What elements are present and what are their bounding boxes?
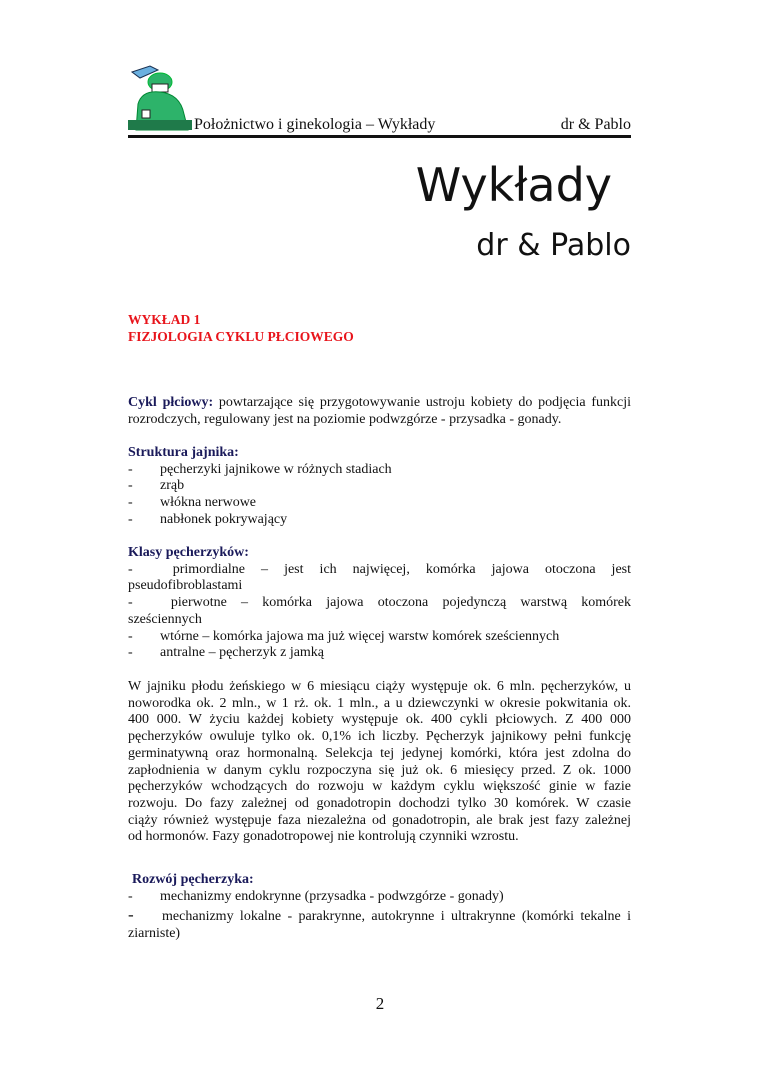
lecture-number: WYKŁAD 1 bbox=[128, 312, 201, 327]
text-line: ziarniste) bbox=[128, 926, 181, 942]
body-paragraph bbox=[128, 679, 631, 846]
list-item: - pęcherzyki jajnikowe w różnych stadiach bbox=[128, 461, 392, 477]
document-subtitle: dr & Pablo bbox=[476, 228, 631, 263]
list-item: - mechanizmy endokrynne (przysadka - podwzgórze - gonady) bbox=[128, 888, 504, 904]
list-item: - mechanizmy lokalne - parakrynne, autokrynne i ultrakrynne (komórki tekalne i bbox=[128, 905, 631, 925]
list-item: - pierwotne – komórka jajowa otoczona pojedynczą warstwą komórek bbox=[128, 595, 631, 611]
list-item: - włókna nerwowe bbox=[128, 495, 257, 511]
text-line: rozwoju. Do fazy zależnej od gonadotropin dochodzi tylko 30 komórek. W czasie bbox=[128, 795, 631, 811]
section-heading: Rozwój pęcherzyka: bbox=[132, 872, 254, 887]
section-heading: Struktura jajnika: bbox=[128, 445, 239, 460]
text-line: pseudofibroblastami bbox=[128, 578, 243, 594]
text-line: pęcherzyków owuluje tylko ok. 0,1% ich liczby. Pęcherzyk jajnikowy pełni funkcję bbox=[128, 729, 631, 745]
text-line: rozrodczych, regulowany jest na poziomie podwzgórze - przysadka - gonady. bbox=[128, 411, 562, 427]
text-line: germinatywną oraz hormonalną. Selekcja tej jedynej komórki, która jest zdolna do bbox=[128, 745, 631, 761]
text-line: 400 000. W życiu każdej kobiety występuje ok. 400 cykli płciowych. Z 400 000 bbox=[128, 712, 631, 728]
list-item: - primordialne – jest ich najwięcej, komórka jajowa otoczona jest bbox=[128, 561, 631, 577]
page-number: 2 bbox=[375, 994, 385, 1013]
text-line: ciąży również występuje faza niezależna od gonadotropin, ale brak jest fazy zależnej bbox=[128, 812, 631, 828]
section-heading: Klasy pęcherzyków: bbox=[128, 545, 249, 560]
text-line: sześciennych bbox=[128, 611, 202, 627]
header-title: Położnictwo i ginekologia – Wykłady bbox=[194, 116, 436, 133]
text-line: noworodka ok. 2 mln., w 1 rż. ok. 1 mln., a u dziewczynki w okresie pokwitania ok. bbox=[128, 695, 631, 711]
term: Cykl płciowy: bbox=[128, 395, 214, 410]
follicle-development-section bbox=[128, 872, 631, 943]
list-item: - antralne – pęcherzyk z jamką bbox=[128, 645, 325, 661]
cycle-definition bbox=[128, 395, 631, 428]
text-line: powtarzające się przygotowywanie ustroju kobiety do podjęcia funkcji bbox=[213, 395, 631, 410]
page-header bbox=[128, 112, 631, 134]
list-item: - zrąb bbox=[128, 478, 185, 494]
ovary-structure-section bbox=[128, 445, 631, 529]
text-line: od hormonów. Fazy gonadotropowej nie kontrolują czynniki wzrostu. bbox=[128, 829, 519, 845]
lecture-topic: FIZJOLOGIA CYKLU PŁCIOWEGO bbox=[128, 328, 354, 344]
lecture-heading bbox=[128, 312, 631, 345]
header-author: dr & Pablo bbox=[560, 116, 631, 133]
text-line: pęcherzyków wchodzących do rozwoju w każdym cyklu większość ginie w fazie bbox=[128, 779, 631, 795]
document-title: Wykłady bbox=[415, 158, 612, 212]
list-item: - nabłonek pokrywający bbox=[128, 511, 288, 527]
text-line: zapłodnienia w danym cyklu rozpoczyna się już ok. 6 miesięcy przed. Z ok. 1000 bbox=[128, 762, 631, 778]
follicle-classes-section bbox=[128, 545, 631, 662]
header-rule bbox=[128, 135, 631, 138]
text-line: W jajniku płodu żeńskiego w 6 miesiącu ciąży występuje ok. 6 mln. pęcherzyków, u bbox=[128, 679, 631, 694]
list-item: - wtórne – komórka jajowa ma już więcej warstw komórek sześciennych bbox=[128, 628, 560, 644]
